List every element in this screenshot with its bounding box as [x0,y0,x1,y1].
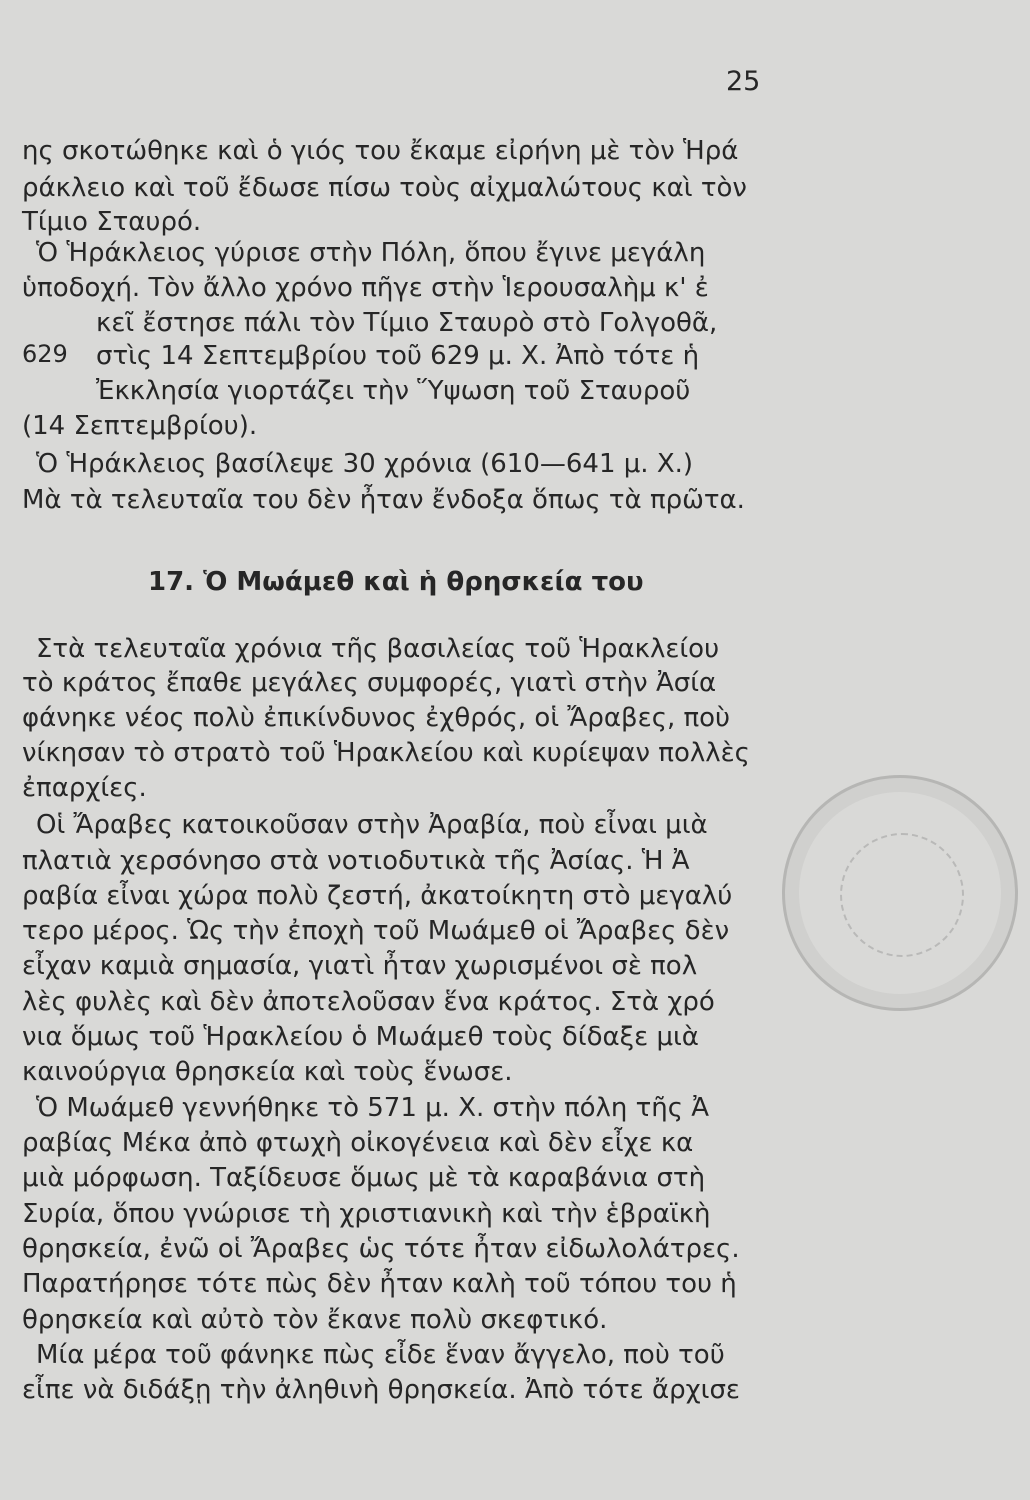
text-line: Τίμιο Σταυρό. [22,207,202,237]
text-line: στὶς 14 Σεπτεμβρίου τοῦ 629 μ. Χ. Ἀπὸ τότε ἡ [96,341,700,371]
text-line: θρησκεία καὶ αὐτὸ τὸν ἔκανε πολὺ σκεφτικό. [22,1305,608,1335]
text-line: (14 Σεπτεμβρίου). [22,411,258,441]
library-stamp [782,775,1018,1011]
text-line: μιὰ μόρφωση. Ταξίδευσε ὅμως μὲ τὰ καραβάνια στὴ [22,1163,706,1193]
text-line: ραβίας Μέκα ἀπὸ φτωχὴ οἰκογένεια καὶ δὲν εἶχε κα [22,1128,694,1158]
text-line: καινούργια θρησκεία καὶ τοὺς ἕνωσε. [22,1057,513,1087]
text-line: φάνηκε νέος πολὺ ἐπικίνδυνος ἐχθρός, οἱ Ἄραβες, ποὺ [22,703,731,733]
text-line: Ἐκκλησία γιορτάζει τὴν Ὕψωση τοῦ Σταυροῦ [96,376,691,406]
text-line: ράκλειο καὶ τοῦ ἔδωσε πίσω τοὺς αἰχμαλώτους καὶ τὸν [22,173,747,203]
text-line: πλατιὰ χερσόνησο στὰ νοτιοδυτικὰ τῆς Ἀσίας. Ἡ Ἀ [22,846,690,876]
text-line: Μία μέρα τοῦ φάνηκε πὼς εἶδε ἕναν ἄγγελο, ποὺ τοῦ [36,1340,725,1370]
text-line: ης σκοτώθηκε καὶ ὁ γιός του ἔκαμε εἰρήνη μὲ τὸν Ἡρά [22,136,739,166]
text-line: νια ὅμως τοῦ Ἡρακλείου ὁ Μωάμεθ τοὺς δίδαξε μιὰ [22,1022,699,1052]
text-line: ραβία εἶναι χώρα πολὺ ζεστή, ἀκατοίκητη στὸ μεγαλύ [22,881,733,911]
text-line: Ὁ Μωάμεθ γεννήθηκε τὸ 571 μ. Χ. στὴν πόλη τῆς Ἀ [36,1093,710,1123]
margin-note-year: 629 [22,340,68,368]
text-line: νίκησαν τὸ στρατὸ τοῦ Ἡρακλείου καὶ κυρίεψαν πολλὲς [22,738,750,768]
text-line: Μὰ τὰ τελευταῖα του δὲν ἦταν ἔνδοξα ὅπως τὰ πρῶτα. [22,485,745,515]
text-line: τὸ κράτος ἔπαθε μεγάλες συμφορές, γιατὶ στὴν Ἀσία [22,668,717,698]
text-line: Παρατήρησε τότε πὼς δὲν ἦταν καλὴ τοῦ τόπου του ἡ [22,1269,737,1299]
text-line: κεῖ ἔστησε πάλι τὸν Τίμιο Σταυρὸ στὸ Γολγοθᾶ, [96,308,718,338]
text-line: τερο μέρος. Ὡς τὴν ἐποχὴ τοῦ Μωάμεθ οἱ Ἄραβες δὲν [22,916,730,946]
text-line: Ὁ Ἡράκλειος βασίλεψε 30 χρόνια (610—641 μ. Χ.) [36,449,694,479]
text-line: Ὁ Ἡράκλειος γύρισε στὴν Πόλη, ὅπου ἔγινε μεγάλη [36,238,706,268]
text-line: θρησκεία, ἐνῶ οἱ Ἄραβες ὡς τότε ἦταν εἰδωλολάτρες. [22,1234,740,1264]
text-line: εἶπε νὰ διδάξῃ τὴν ἀληθινὴ θρησκεία. Ἀπὸ τότε ἄρχισε [22,1375,740,1405]
section-heading: 17. Ὁ Μωάμεθ καὶ ἡ θρησκεία του [148,567,644,597]
text-line: Συρία, ὅπου γνώρισε τὴ χριστιανικὴ καὶ τὴν ἑβραϊκὴ [22,1199,711,1229]
text-line: ὑποδοχή. Τὸν ἄλλο χρόνο πῆγε στὴν Ἱερουσαλὴμ κ' ἐ [22,273,709,303]
text-line: Στὰ τελευταῖα χρόνια τῆς βασιλείας τοῦ Ἡρακλείου [36,634,720,664]
text-line: ἐπαρχίες. [22,773,147,803]
page-number: 25 [726,66,761,97]
text-line: λὲς φυλὲς καὶ δὲν ἀποτελοῦσαν ἕνα κράτος. Στὰ χρό [22,987,715,1017]
text-line: Οἱ Ἄραβες κατοικοῦσαν στὴν Ἀραβία, ποὺ εἶναι μιὰ [36,810,708,840]
text-line: εἶχαν καμιὰ σημασία, γιατὶ ἦταν χωρισμένοι σὲ πολ [22,951,698,981]
stamp-inner-ring [840,833,964,957]
